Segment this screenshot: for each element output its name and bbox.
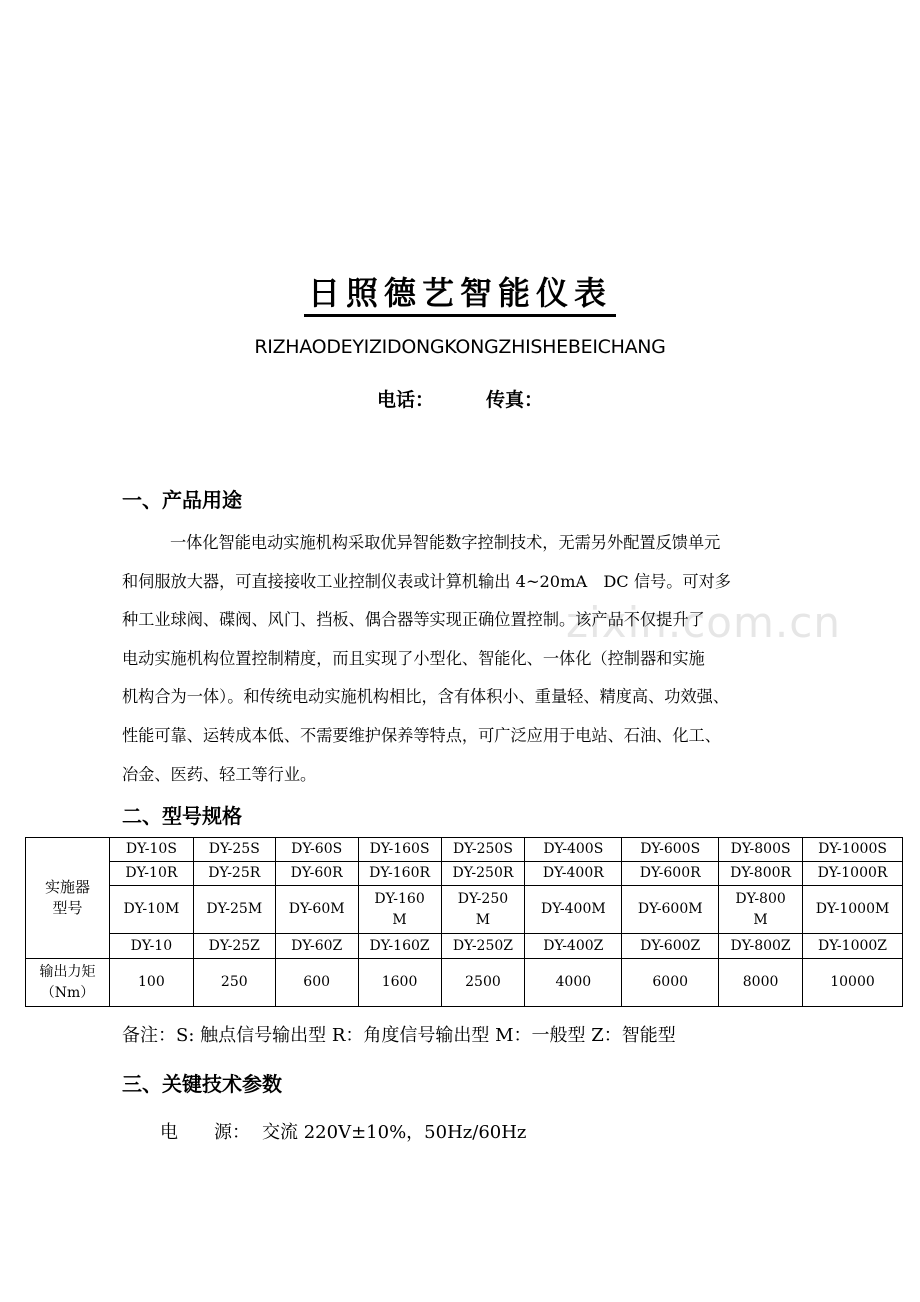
- table-cell: DY-250Z: [441, 934, 525, 959]
- row-header-line: 型号: [52, 899, 83, 917]
- table-cell: DY-800S: [719, 838, 803, 862]
- table-cell: DY-250R: [441, 862, 525, 886]
- title-text: 日照德艺智能仪表: [304, 274, 616, 317]
- table-cell: DY-600Z: [622, 934, 719, 959]
- section1-heading: 一、产品用途: [122, 488, 242, 512]
- torque-cell: 2500: [441, 959, 525, 1007]
- table-row: [26, 959, 903, 1007]
- torque-cell: 8000: [719, 959, 803, 1007]
- table-cell: DY-400Z: [525, 934, 622, 959]
- table-cell: DY-60S: [275, 838, 358, 862]
- fax-label: 传真：: [486, 389, 544, 411]
- table-cell: DY-1000S: [803, 838, 903, 862]
- torque-cell: 4000: [525, 959, 622, 1007]
- power-spec: [160, 1118, 526, 1144]
- row-header-line: （Nm）: [40, 984, 95, 1001]
- table-cell: DY-60M: [275, 886, 358, 934]
- table-cell: DY-160S: [358, 838, 441, 862]
- table-cell: DY-800R: [719, 862, 803, 886]
- table-cell: DY-400S: [525, 838, 622, 862]
- table-cell: DY-25R: [193, 862, 275, 886]
- model-spec-table: [25, 837, 903, 1007]
- model-note: 备注：S: 触点信号输出型 R：角度信号输出型 M：一般型 Z：智能型: [122, 1025, 676, 1046]
- table-cell: DY-400M: [525, 886, 622, 934]
- table-cell: DY-10R: [109, 862, 193, 886]
- table-cell: DY-10: [109, 934, 193, 959]
- table-cell: DY-25Z: [193, 934, 275, 959]
- power-value: 交流 220V±10%，50Hz/60Hz: [262, 1122, 527, 1143]
- row-header-torque: [26, 959, 110, 1007]
- table-row: [26, 838, 903, 862]
- torque-cell: 1600: [358, 959, 441, 1007]
- table-cell: DY-1000R: [803, 862, 903, 886]
- table-cell: DY-600R: [622, 862, 719, 886]
- phone-label: 电话：: [376, 389, 434, 411]
- table-cell: DY-25S: [193, 838, 275, 862]
- contact-line: [0, 385, 920, 412]
- torque-cell: 6000: [622, 959, 719, 1007]
- section2-heading: 二、型号规格: [122, 804, 242, 828]
- table-cell: DY-60R: [275, 862, 358, 886]
- table-cell: DY-400R: [525, 862, 622, 886]
- paragraph-line: 性能可靠、运转成本低、不需要维护保养等特点，可广泛应用于电站、石油、化工、: [122, 725, 721, 745]
- paragraph-line: 种工业球阀、碟阀、风门、挡板、偶合器等实现正确位置控制。该产品不仅提升了: [122, 610, 705, 630]
- table-cell: DY-800 M: [719, 886, 803, 934]
- table-row: [26, 886, 903, 934]
- table-cell: DY-250S: [441, 838, 525, 862]
- table-cell: DY-160Z: [358, 934, 441, 959]
- table-cell: DY-600S: [622, 838, 719, 862]
- row-header-line: 实施器: [44, 878, 90, 896]
- paragraph-line: 机构合为一体）。和传统电动实施机构相比，含有体积小、重量轻、精度高、功效强、: [122, 687, 730, 707]
- table-cell: DY-600M: [622, 886, 719, 934]
- document-subtitle: RIZHAODEYIZIDONGKONGZHISHEBEICHANG: [254, 336, 666, 358]
- section3-heading: 三、关键技术参数: [122, 1072, 282, 1096]
- document-title: [0, 268, 920, 314]
- paragraph-line: 和伺服放大器，可直接接收工业控制仪表或计算机输出 4~20mA DC 信号。可对多: [122, 571, 731, 591]
- table-cell: DY-10M: [109, 886, 193, 934]
- watermark: zixin.com.cn: [566, 598, 841, 647]
- table-cell: DY-160 M: [358, 886, 441, 934]
- paragraph-line: 电动实施机构位置控制精度，而且实现了小型化、智能化、一体化（控制器和实施: [122, 648, 705, 668]
- row-header-line: 输出力矩: [39, 963, 96, 980]
- table-cell: DY-250 M: [441, 886, 525, 934]
- table-cell: DY-10S: [109, 838, 193, 862]
- torque-cell: 10000: [803, 959, 903, 1007]
- torque-cell: 250: [193, 959, 275, 1007]
- paragraph-line: 一体化智能电动实施机构采取优异智能数字控制技术，无需另外配置反馈单元: [170, 533, 721, 552]
- power-label: 电 源：: [160, 1122, 250, 1143]
- table-cell: DY-1000M: [803, 886, 903, 934]
- table-cell: DY-60Z: [275, 934, 358, 959]
- row-header-model: [26, 838, 110, 959]
- section1-paragraph: [122, 524, 812, 794]
- table-cell: DY-800Z: [719, 934, 803, 959]
- paragraph-line: 冶金、医药、轻工等行业。: [122, 764, 317, 784]
- torque-cell: 600: [275, 959, 358, 1007]
- table-cell: DY-160R: [358, 862, 441, 886]
- torque-cell: 100: [109, 959, 193, 1007]
- table-cell: DY-25M: [193, 886, 275, 934]
- table-row: [26, 862, 903, 886]
- table-cell: DY-1000Z: [803, 934, 903, 959]
- table-row: [26, 934, 903, 959]
